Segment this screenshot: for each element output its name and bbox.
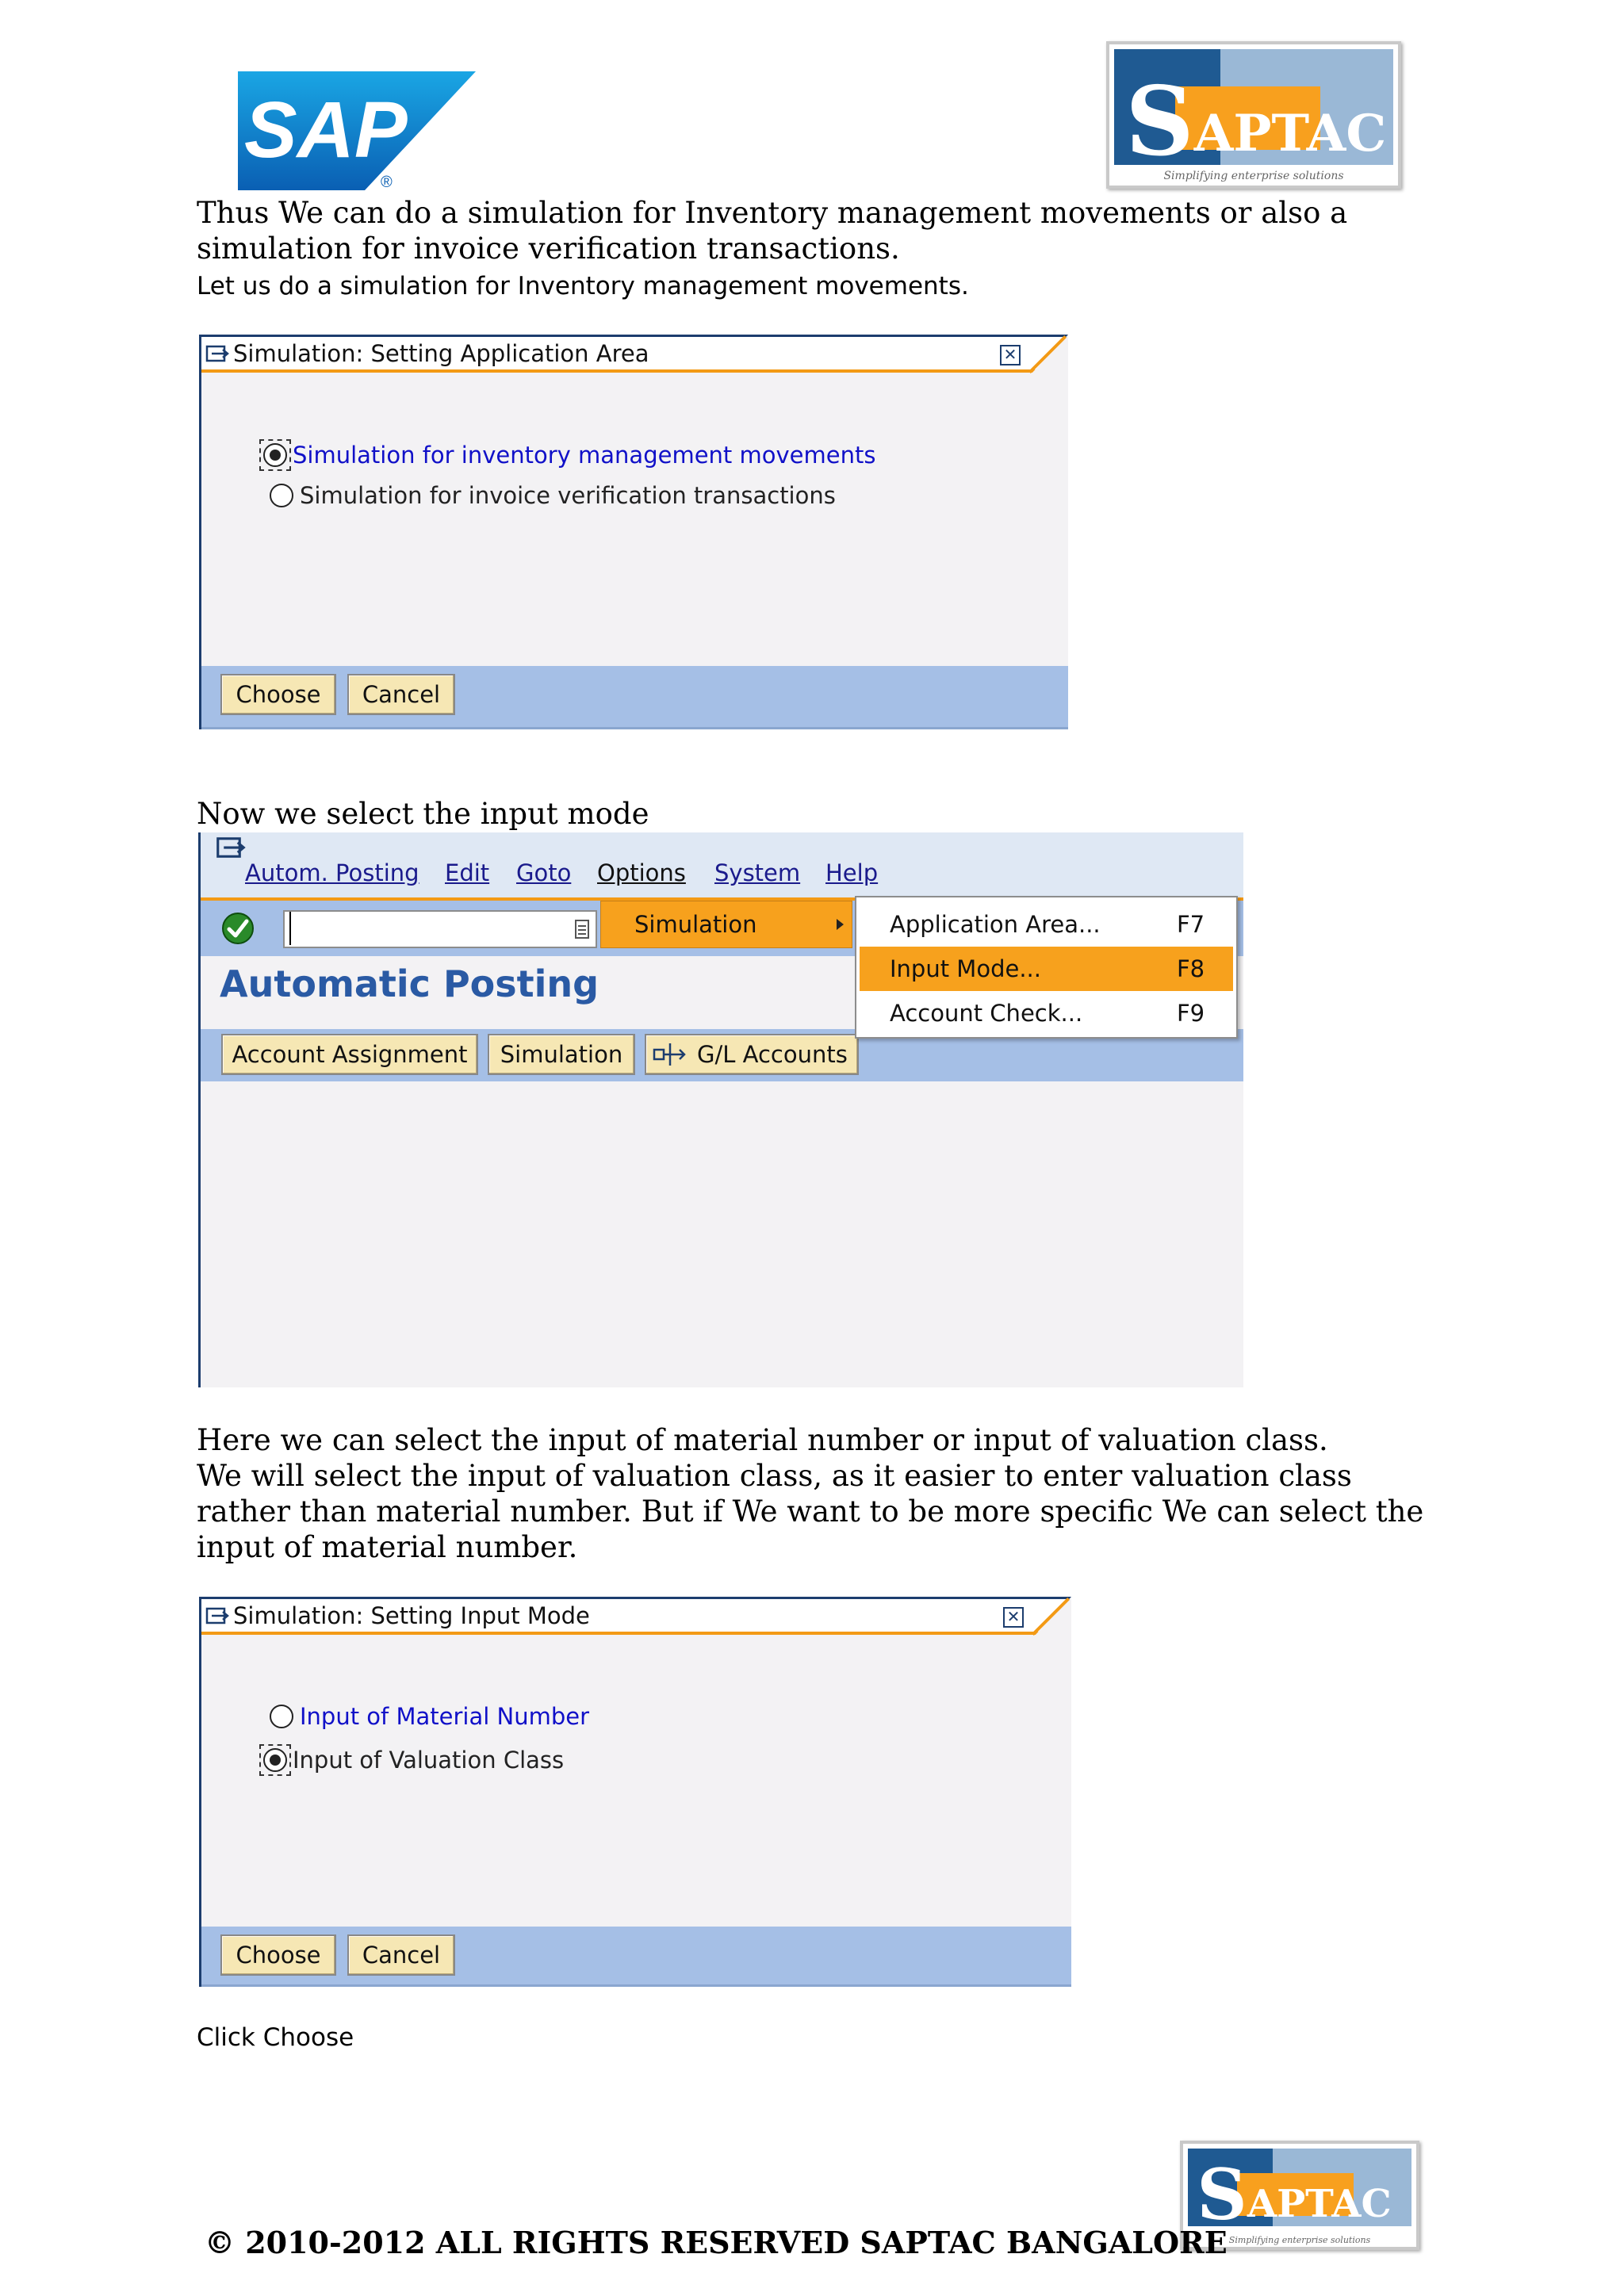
dialog-title: Simulation: Setting Input Mode [233, 1601, 590, 1629]
section-3-line-3: rather than material number. But if We want to be more specific We can select the [197, 1494, 1424, 1529]
menu-autom-posting[interactable]: Autom. Posting [245, 859, 419, 886]
radio-material-number[interactable] [270, 1703, 589, 1730]
sap-logo [238, 71, 476, 190]
menu-system[interactable]: System [714, 859, 801, 886]
menu-simulation-label: Simulation [634, 911, 757, 938]
command-field[interactable] [283, 910, 597, 948]
radio-label: Simulation for invoice verification transactions [300, 482, 836, 509]
gl-accounts-icon [653, 1040, 689, 1069]
radio-label: Input of Material Number [300, 1703, 590, 1730]
svg-text:SAP: SAP [244, 86, 408, 174]
close-icon[interactable]: ✕ [1003, 1607, 1024, 1628]
section-3-line-2: We will select the input of valuation class, as it easier to enter valuation class [197, 1459, 1352, 1493]
radio-inventory-management[interactable] [265, 439, 875, 471]
submenu-arrow-icon [837, 919, 844, 930]
intro-line-2: simulation for invoice verification transactions. [197, 232, 900, 266]
dialog-title-bar [201, 1597, 1071, 1635]
radio-valuation-class[interactable] [265, 1744, 564, 1776]
radio-invoice-verification[interactable] [270, 482, 836, 509]
menu-goto[interactable]: Goto [516, 859, 572, 886]
choose-button[interactable]: Choose [220, 674, 336, 715]
intro-line-3: Let us do a simulation for Inventory management movements. [197, 272, 969, 300]
menu-simulation[interactable] [600, 901, 852, 948]
menu-item-input-mode[interactable]: Input Mode... F8 [860, 947, 1233, 991]
menu-bar [201, 832, 1243, 897]
radio-selected[interactable] [263, 443, 287, 467]
check-icon[interactable] [221, 912, 255, 945]
radio-unselected[interactable] [270, 484, 293, 507]
simulation-submenu [855, 896, 1238, 1039]
content-area [201, 1085, 1243, 1387]
cancel-button[interactable]: Cancel [347, 674, 455, 715]
application-area-dialog [199, 335, 1068, 729]
radio-label: Simulation for inventory management movements [293, 442, 876, 469]
dialog-footer [201, 666, 1068, 729]
radio-selected[interactable] [263, 1748, 287, 1772]
svg-text:®: ® [381, 174, 393, 190]
page-title: Automatic Posting [220, 962, 599, 1005]
input-mode-dialog [199, 1597, 1071, 1987]
copyright-footer: © 2010-2012 ALL RIGHTS RESERVED SAPTAC BANGALORE [205, 2225, 1228, 2260]
gl-accounts-button[interactable] [645, 1034, 859, 1075]
account-assignment-button[interactable]: Account Assignment [221, 1034, 478, 1075]
menu-help[interactable]: Help [825, 859, 879, 886]
saptac-logo-footer: S APTAC Simplifying enterprise solutions [1180, 2141, 1419, 2250]
dialog-title: Simulation: Setting Application Area [233, 339, 649, 367]
window-icon [215, 836, 247, 859]
simulation-button[interactable]: Simulation [488, 1034, 635, 1075]
window-icon [201, 337, 233, 369]
section-3-line-1: Here we can select the input of material number or input of valuation class. [197, 1423, 1328, 1457]
automatic-posting-window [198, 832, 1243, 1387]
menu-options[interactable]: Options [597, 859, 686, 886]
menu-item-account-check[interactable]: Account Check... F9 [890, 1000, 1205, 1027]
saptac-logo: S APTAC Simplifying enterprise solutions [1106, 41, 1401, 189]
click-choose-text: Click Choose [197, 2023, 354, 2052]
section-3-line-4: input of material number. [197, 1530, 578, 1564]
gl-accounts-label: G/L Accounts [697, 1041, 848, 1068]
menu-item-application-area[interactable]: Application Area... F7 [890, 911, 1205, 938]
dialog-footer [201, 1927, 1071, 1987]
dialog-title-bar [201, 335, 1068, 373]
radio-label: Input of Valuation Class [293, 1747, 565, 1774]
radio-unselected[interactable] [270, 1705, 293, 1728]
section-2-text: Now we select the input mode [197, 797, 649, 831]
choose-button[interactable]: Choose [220, 1934, 336, 1976]
dropdown-icon[interactable] [573, 918, 591, 940]
cancel-button[interactable]: Cancel [347, 1934, 455, 1976]
intro-line-1: Thus We can do a simulation for Inventory management movements or also a [197, 196, 1348, 230]
menu-edit[interactable]: Edit [445, 859, 490, 886]
window-icon [201, 1599, 233, 1632]
close-icon[interactable]: ✕ [1000, 345, 1021, 365]
command-input[interactable] [289, 912, 559, 945]
